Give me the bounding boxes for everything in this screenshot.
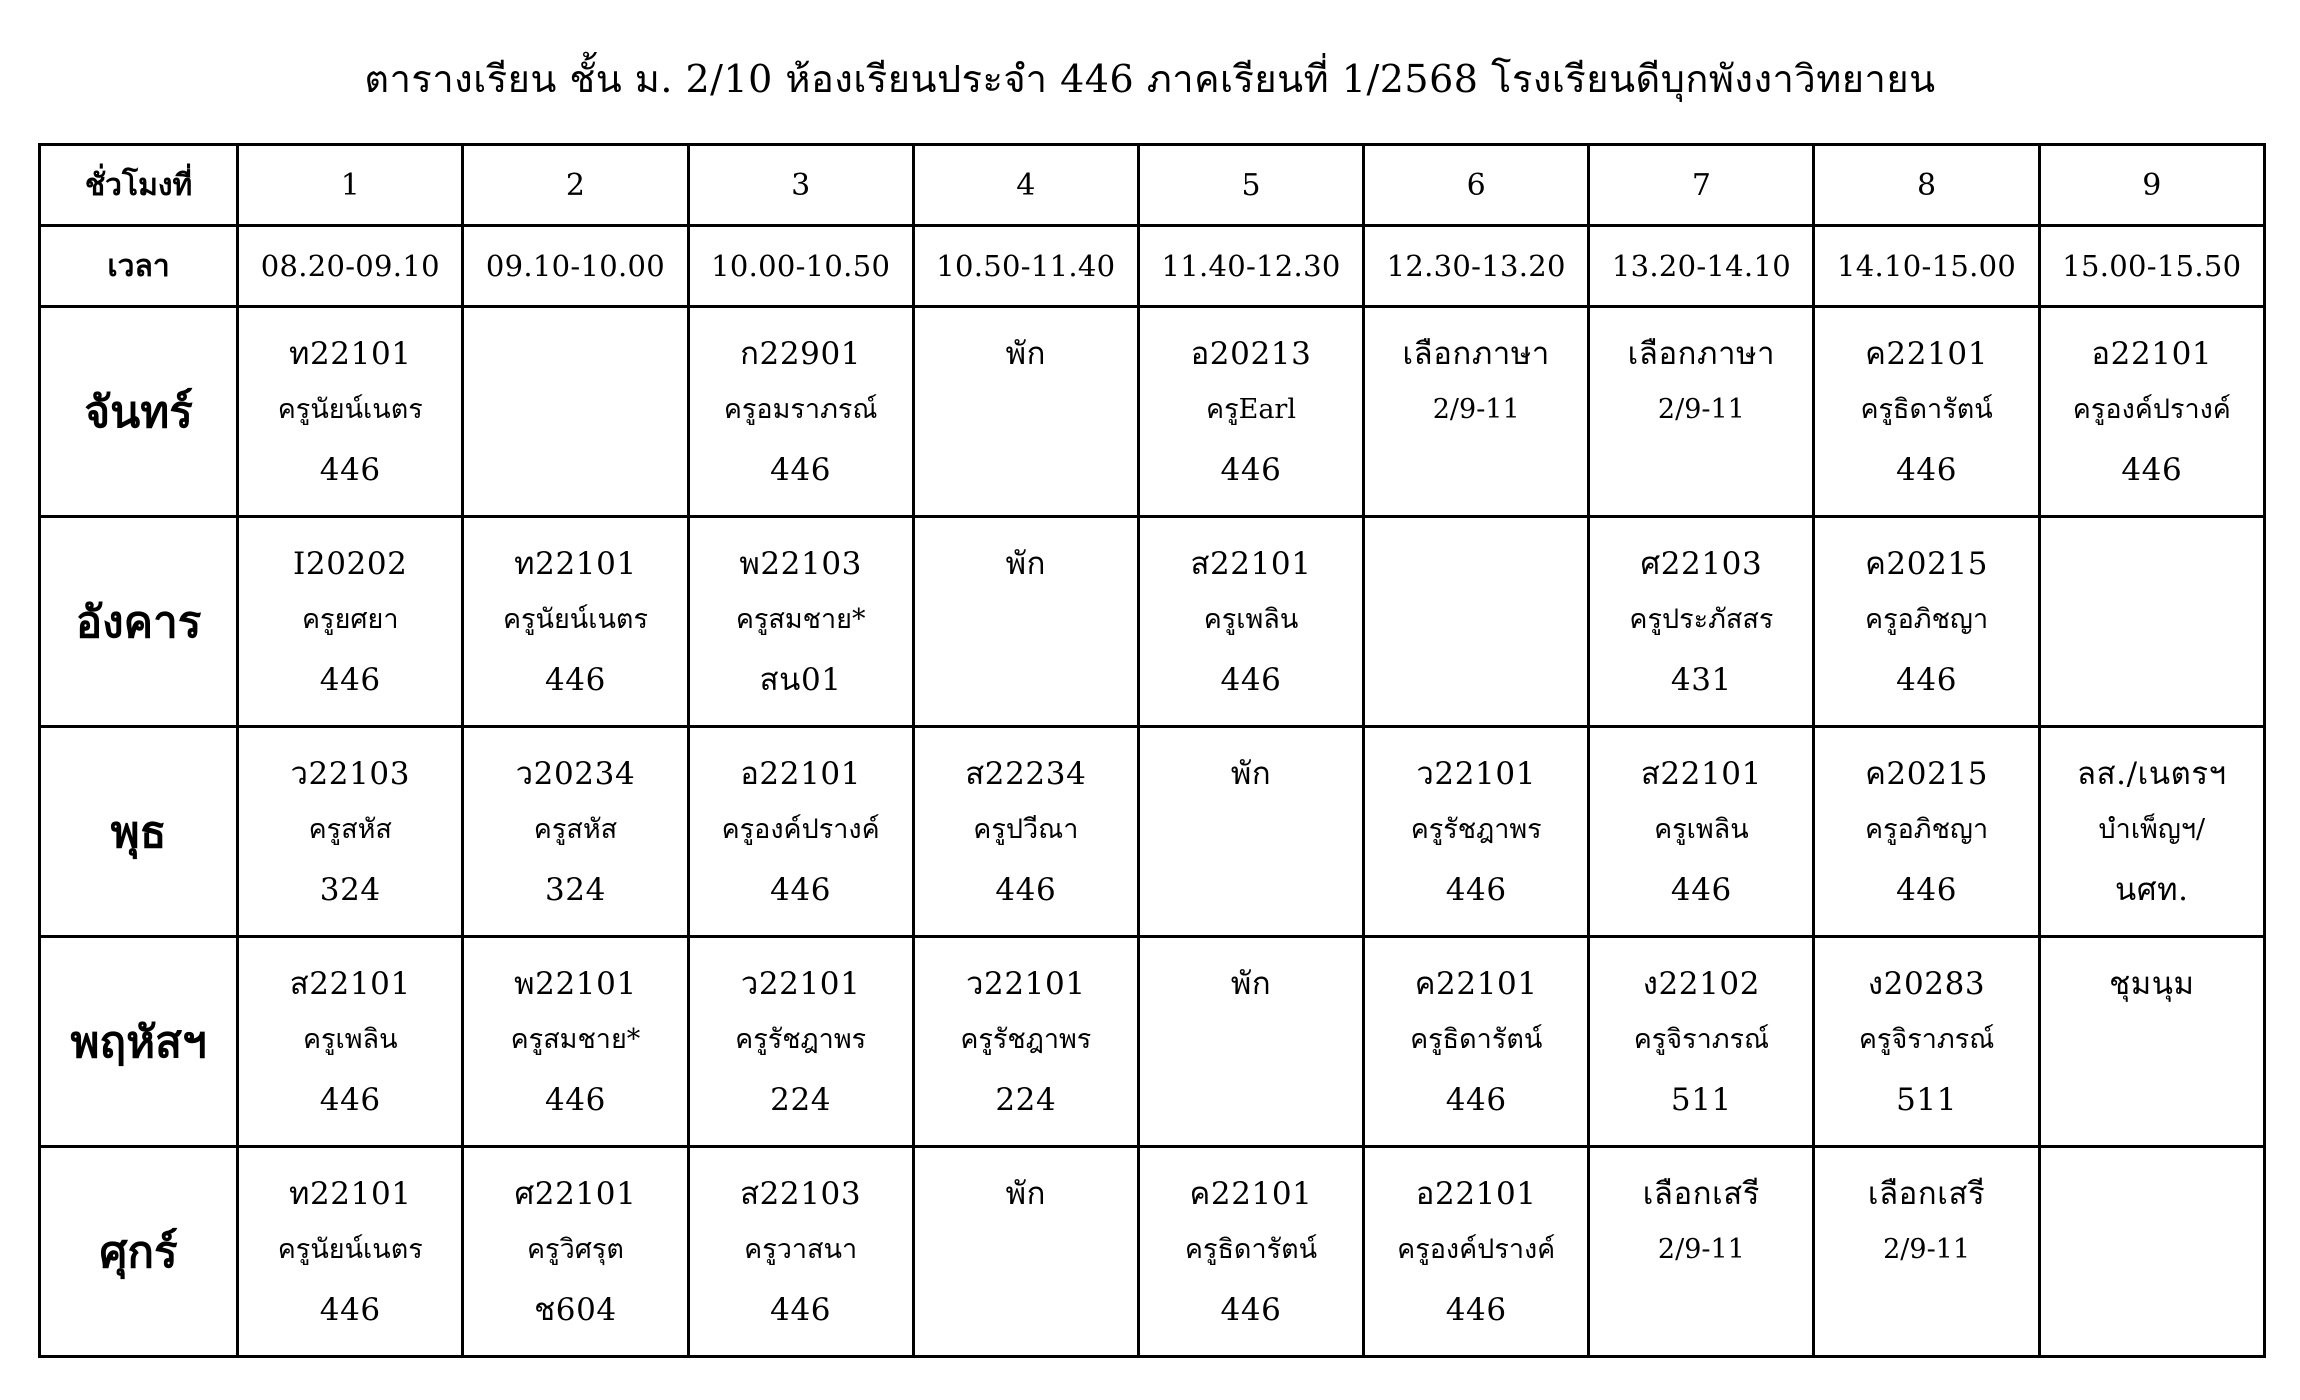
period-number: 1 — [238, 145, 463, 226]
teacher-name: 2/9-11 — [1657, 394, 1745, 425]
teacher-name: ครูอมราภรณ์ — [723, 394, 878, 425]
day-label: ศุกร์ — [40, 1147, 238, 1357]
class-cell — [2039, 727, 2264, 937]
teacher-name: ครูจิราภรณ์ — [1633, 1024, 1770, 1055]
room-number — [1365, 450, 1587, 490]
room-number: 431 — [1670, 662, 1732, 698]
period-number: 8 — [1814, 145, 2039, 226]
room-number: 446 — [1445, 1292, 1507, 1328]
class-cell — [2039, 517, 2264, 727]
teacher-name: ครูปวีณา — [973, 814, 1079, 845]
page-title: ตารางเรียน ชั้น ม. 2/10 ห้องเรียนประจำ 446 ภาคเรียนที่ 1/2568 โรงเรียนดีบุกพังงาวิทยายน — [364, 57, 1936, 101]
period-header-row — [40, 145, 2265, 226]
room-number: 446 — [995, 872, 1057, 908]
teacher-name — [2041, 602, 2263, 660]
teacher-name: ครูสหัส — [308, 814, 392, 845]
period-time: 10.00-10.50 — [688, 226, 913, 307]
teacher-name: ครูอภิชญา — [1865, 814, 1989, 845]
class-cell — [1814, 517, 2039, 727]
class-cell — [1138, 517, 1363, 727]
class-cell — [463, 937, 688, 1147]
room-number — [2041, 660, 2263, 700]
class-cell — [688, 1147, 913, 1357]
room-number: 324 — [544, 872, 606, 908]
course-code — [1365, 544, 1587, 602]
room-number — [1140, 1080, 1362, 1120]
room-number — [1815, 1290, 2037, 1330]
period-time: 14.10-15.00 — [1814, 226, 2039, 307]
class-cell — [1814, 307, 2039, 517]
room-number: 324 — [319, 872, 381, 908]
room-number: 446 — [1445, 1082, 1507, 1118]
class-cell — [1589, 1147, 1814, 1357]
class-cell — [913, 1147, 1138, 1357]
room-number: 446 — [1896, 872, 1958, 908]
room-number: 446 — [319, 452, 381, 488]
room-number: 446 — [319, 1082, 381, 1118]
class-cell — [1364, 937, 1589, 1147]
room-number: 446 — [1220, 452, 1282, 488]
teacher-name: 2/9-11 — [1657, 1234, 1745, 1265]
course-code — [2041, 544, 2263, 602]
room-number: 511 — [1896, 1082, 1958, 1118]
room-number: 446 — [319, 662, 381, 698]
course-code: ง22102 — [1642, 966, 1761, 1002]
teacher-name: ครูประภัสสร — [1629, 604, 1774, 635]
teacher-name: ครูธิดารัตน์ — [1860, 394, 1993, 425]
room-number — [2041, 1290, 2263, 1330]
teacher-name — [1365, 602, 1587, 660]
class-cell — [688, 307, 913, 517]
teacher-name: ครูสมชาย* — [735, 604, 866, 635]
period-time: 10.50-11.40 — [913, 226, 1138, 307]
room-number — [1590, 450, 1812, 490]
course-code: ท22101 — [514, 546, 637, 582]
room-number: 446 — [1445, 872, 1507, 908]
teacher-name: 2/9-11 — [1432, 394, 1520, 425]
class-cell — [238, 727, 463, 937]
course-code: พัก — [1005, 546, 1047, 582]
course-code: พ22103 — [739, 546, 862, 582]
course-code: ส22101 — [1190, 546, 1312, 582]
period-number: 9 — [2039, 145, 2264, 226]
class-cell — [1364, 1147, 1589, 1357]
class-cell — [463, 307, 688, 517]
period-time: 12.30-13.20 — [1364, 226, 1589, 307]
class-cell — [1814, 727, 2039, 937]
course-code: พัก — [1230, 756, 1272, 792]
period-time: 15.00-15.50 — [2039, 226, 2264, 307]
room-number: 446 — [1670, 872, 1732, 908]
teacher-name: ครูนัยน์เนตร — [277, 1234, 423, 1265]
room-number — [1590, 1290, 1812, 1330]
teacher-name: ครูวาสนา — [744, 1234, 858, 1265]
course-code: ว22101 — [1416, 756, 1537, 792]
day-label: พฤหัสฯ — [40, 937, 238, 1147]
teacher-name — [915, 1232, 1137, 1290]
period-number: 4 — [913, 145, 1138, 226]
class-cell — [1364, 517, 1589, 727]
class-cell — [2039, 307, 2264, 517]
teacher-name: ครูองค์ปรางค์ — [2072, 394, 2231, 425]
course-code: ค22101 — [1189, 1176, 1313, 1212]
room-number — [915, 450, 1137, 490]
teacher-name — [1140, 1022, 1362, 1080]
course-code: ว22101 — [740, 966, 861, 1002]
course-code: พัก — [1005, 1176, 1047, 1212]
course-code: ส22101 — [289, 966, 411, 1002]
room-number: 446 — [319, 1292, 381, 1328]
class-cell — [688, 517, 913, 727]
day-row — [40, 517, 2265, 727]
room-number: 511 — [1670, 1082, 1732, 1118]
room-number: 446 — [1220, 662, 1282, 698]
room-number: นศท. — [2115, 872, 2189, 908]
course-code: ลส./เนตรฯ — [2077, 756, 2227, 792]
course-code: ส22101 — [1640, 756, 1762, 792]
course-code: ค22101 — [1865, 336, 1989, 372]
class-cell — [913, 307, 1138, 517]
class-cell — [238, 307, 463, 517]
course-code: ชุมนุม — [2109, 966, 2195, 1002]
course-code: ก22901 — [740, 336, 862, 372]
course-code: อ22101 — [1415, 1176, 1537, 1212]
teacher-name — [915, 392, 1137, 450]
class-cell — [2039, 937, 2264, 1147]
class-cell — [1814, 1147, 2039, 1357]
teacher-name: ครูนัยน์เนตร — [502, 604, 648, 635]
period-number: 6 — [1364, 145, 1589, 226]
period-header-label: ชั่วโมงที่ — [40, 145, 238, 226]
room-number: 224 — [770, 1082, 832, 1118]
room-number — [464, 450, 686, 490]
room-number: 446 — [770, 452, 832, 488]
teacher-name — [2041, 1022, 2263, 1080]
course-code: I20202 — [293, 546, 408, 582]
course-code: ค20215 — [1865, 546, 1989, 582]
course-code: ค20215 — [1865, 756, 1989, 792]
room-number — [915, 1290, 1137, 1330]
class-cell — [688, 727, 913, 937]
teacher-name — [1140, 812, 1362, 870]
course-code: พ22101 — [514, 966, 637, 1002]
room-number: 446 — [770, 872, 832, 908]
class-cell — [238, 517, 463, 727]
teacher-name: ครูองค์ปรางค์ — [721, 814, 880, 845]
period-time: 09.10-10.00 — [463, 226, 688, 307]
teacher-name — [915, 602, 1137, 660]
teacher-name — [464, 392, 686, 450]
time-header-row — [40, 226, 2265, 307]
day-label: จันทร์ — [40, 307, 238, 517]
day-label: อังคาร — [40, 517, 238, 727]
teacher-name: ครูเพลิน — [302, 1024, 398, 1055]
class-cell — [2039, 1147, 2264, 1357]
course-code: อ22101 — [2091, 336, 2213, 372]
class-cell — [1138, 727, 1363, 937]
course-code: ว22101 — [966, 966, 1086, 1002]
teacher-name: 2/9-11 — [1883, 1234, 1971, 1265]
course-code: เลือกเสรี — [1867, 1176, 1986, 1212]
class-cell — [1589, 727, 1814, 937]
course-code: ส22103 — [740, 1176, 862, 1212]
course-code: ท22101 — [288, 336, 412, 372]
teacher-name: ครูธิดารัตน์ — [1410, 1024, 1543, 1055]
teacher-name — [2041, 1232, 2263, 1290]
period-number: 7 — [1589, 145, 1814, 226]
period-number: 5 — [1138, 145, 1363, 226]
room-number: 446 — [1896, 662, 1958, 698]
room-number — [1140, 870, 1362, 910]
teacher-name: ครูองค์ปรางค์ — [1397, 1234, 1556, 1265]
class-cell — [1138, 937, 1363, 1147]
room-number: 446 — [544, 662, 606, 698]
teacher-name: ครูยศยา — [302, 604, 399, 635]
room-number: สน01 — [759, 662, 842, 698]
teacher-name: ครูสมชาย* — [510, 1024, 641, 1055]
course-code: พัก — [1005, 336, 1047, 372]
teacher-name: ครูเพลิน — [1203, 604, 1299, 635]
class-cell — [463, 1147, 688, 1357]
course-code: ง20283 — [1867, 966, 1986, 1002]
room-number: 446 — [1220, 1292, 1282, 1328]
course-code: เลือกภาษา — [1402, 336, 1550, 372]
period-number: 2 — [463, 145, 688, 226]
room-number — [915, 660, 1137, 700]
room-number: 446 — [1896, 452, 1958, 488]
teacher-name: ครูจิราภรณ์ — [1858, 1024, 1995, 1055]
teacher-name: ครูนัยน์เนตร — [277, 394, 423, 425]
class-cell — [688, 937, 913, 1147]
class-cell — [1589, 937, 1814, 1147]
class-cell — [463, 517, 688, 727]
course-code: ว22103 — [290, 756, 411, 792]
course-code: พัก — [1230, 966, 1272, 1002]
class-cell — [1138, 1147, 1363, 1357]
class-cell — [913, 727, 1138, 937]
class-cell — [238, 937, 463, 1147]
course-code — [2041, 1174, 2263, 1232]
course-code: ว20234 — [515, 756, 636, 792]
room-number: ช604 — [534, 1292, 617, 1328]
period-time: 13.20-14.10 — [1589, 226, 1814, 307]
class-cell — [913, 517, 1138, 727]
teacher-name: ครูรัชฎาพร — [735, 1024, 867, 1055]
course-code: ท22101 — [288, 1176, 412, 1212]
class-cell — [463, 727, 688, 937]
course-code: เลือกเสรี — [1642, 1176, 1761, 1212]
teacher-name: ครูสหัส — [533, 814, 618, 845]
room-number — [2041, 1080, 2263, 1120]
course-code: ศ22103 — [1640, 546, 1763, 582]
room-number: 446 — [2121, 452, 2183, 488]
day-row — [40, 727, 2265, 937]
course-code: ส22234 — [965, 756, 1087, 792]
room-number: 446 — [770, 1292, 832, 1328]
room-number — [1365, 660, 1587, 700]
day-row — [40, 937, 2265, 1147]
teacher-name: ครูรัชฎาพร — [1410, 814, 1542, 845]
class-cell — [1589, 517, 1814, 727]
teacher-name: ครูเพลิน — [1654, 814, 1749, 845]
timetable — [38, 143, 2266, 1358]
class-cell — [1138, 307, 1363, 517]
teacher-name: บำเพ็ญฯ/ — [2098, 814, 2206, 845]
period-number: 3 — [688, 145, 913, 226]
room-number: 224 — [995, 1082, 1057, 1118]
course-code: เลือกภาษา — [1627, 336, 1776, 372]
course-code: อ22101 — [740, 756, 862, 792]
class-cell — [1814, 937, 2039, 1147]
class-cell — [913, 937, 1138, 1147]
class-cell — [1589, 307, 1814, 517]
course-code: อ20213 — [1190, 336, 1312, 372]
period-time: 08.20-09.10 — [238, 226, 463, 307]
period-time: 11.40-12.30 — [1138, 226, 1363, 307]
class-cell — [1364, 307, 1589, 517]
teacher-name: ครูรัชฎาพร — [960, 1024, 1092, 1055]
class-cell — [1364, 727, 1589, 937]
course-code — [464, 334, 686, 392]
day-row — [40, 307, 2265, 517]
day-row — [40, 1147, 2265, 1357]
teacher-name: ครูวิศรุต — [527, 1234, 624, 1265]
course-code: ค22101 — [1414, 966, 1538, 1002]
time-header-label: เวลา — [40, 226, 238, 307]
room-number: 446 — [544, 1082, 606, 1118]
class-cell — [238, 1147, 463, 1357]
teacher-name: ครูEarl — [1206, 394, 1296, 425]
day-label: พุธ — [40, 727, 238, 937]
teacher-name: ครูอภิชญา — [1865, 604, 1989, 635]
teacher-name: ครูธิดารัตน์ — [1184, 1234, 1318, 1265]
course-code: ศ22101 — [514, 1176, 637, 1212]
